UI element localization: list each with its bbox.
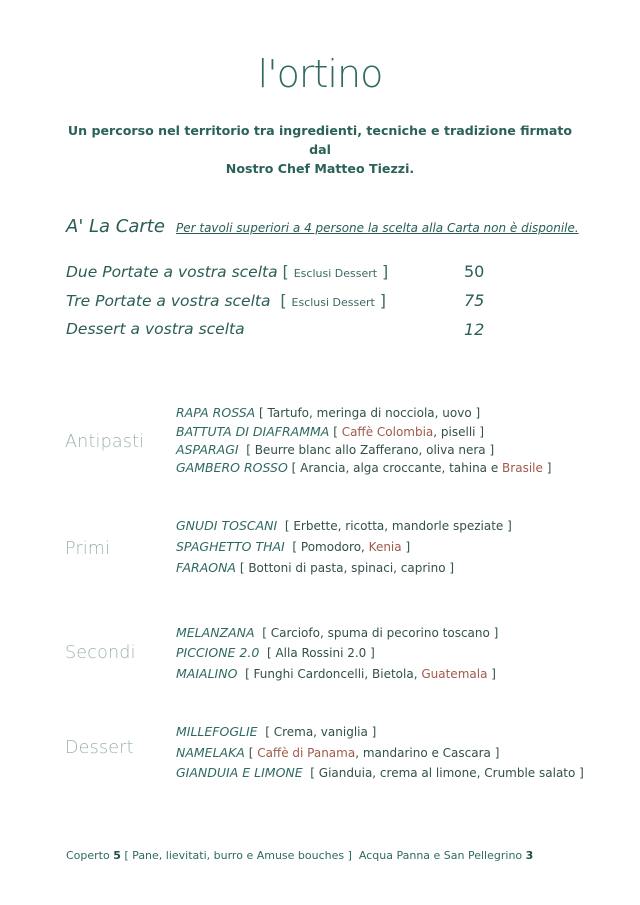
alacarte-header [66,216,606,237]
price-row-due-portate [66,262,496,286]
intro-line-2: Nostro Chef Matteo Tiezzi. [225,161,415,176]
dish-item: ASPARAGI [ Beurre blanc allo Zafferano, oliva nera ] [176,442,495,457]
dish-item: BATTUTA DI DIAFRAMMA [ Caffè Colombia, piselli ] [176,424,484,439]
dish-item: SPAGHETTO THAI [ Pomodoro, Kenia ] [176,539,411,554]
dish-item: NAMELAKA [ Caffè di Panama, mandarino e Cascara ] [176,745,500,760]
footer-coperto: Coperto 5 [ Pane, lievitati, burro e Amuse bouches ] Acqua Panna e San Pellegrino 3 [66,849,534,862]
dish-item: MILLEFOGLIE [ Crema, vaniglia ] [176,724,377,739]
restaurant-logo: l'ortino [257,52,383,96]
dish-item: MELANZANA [ Carciofo, spuma di pecorino toscano ] [176,625,499,640]
dish-item: PICCIONE 2.0 [ Alla Rossini 2.0 ] [176,645,375,660]
dish-item: FARAONA [ Bottoni di pasta, spinaci, caprino ] [176,560,455,575]
course-name: Secondi [65,643,136,663]
course-name: Primi [65,539,111,559]
dish-item: GAMBERO ROSSO [ Arancia, alga croccante, tahina e Brasile ] [176,460,552,475]
dish-item: RAPA ROSSA [ Tartufo, meringa di nocciola, uovo ] [176,405,481,420]
course-name: Dessert [65,738,134,758]
course-name: Antipasti [65,432,145,452]
dish-item: GNUDI TOSCANI [ Erbette, ricotta, mandorle speziate ] [176,518,512,533]
dish-item: GIANDUIA E LIMONE [ Gianduia, crema al limone, Crumble salato ] [176,765,584,780]
alacarte-title: A' La Carte [66,216,165,237]
intro-line-1: Un percorso nel territorio tra ingredienti, tecniche e tradizione firmato dal [67,123,573,157]
dish-item: MAIALINO [ Funghi Cardoncelli, Bietola, Guatemala ] [176,666,496,681]
price-value: 75 [464,291,485,310]
price-value: 12 [464,320,485,339]
price-label: Tre Portate a vostra scelta [ Esclusi Dessert ] [66,291,387,310]
price-row-dessert [66,320,496,344]
alacarte-note: Per tavoli superiori a 4 persone la scelta alla Carta non è disponile. [176,221,579,235]
price-label: Dessert a vostra scelta [66,320,245,338]
intro-text [60,121,580,178]
price-label: Due Portate a vostra scelta [ Esclusi Dessert ] [66,262,389,281]
price-row-tre-portate [66,291,496,315]
price-value: 50 [464,262,485,281]
